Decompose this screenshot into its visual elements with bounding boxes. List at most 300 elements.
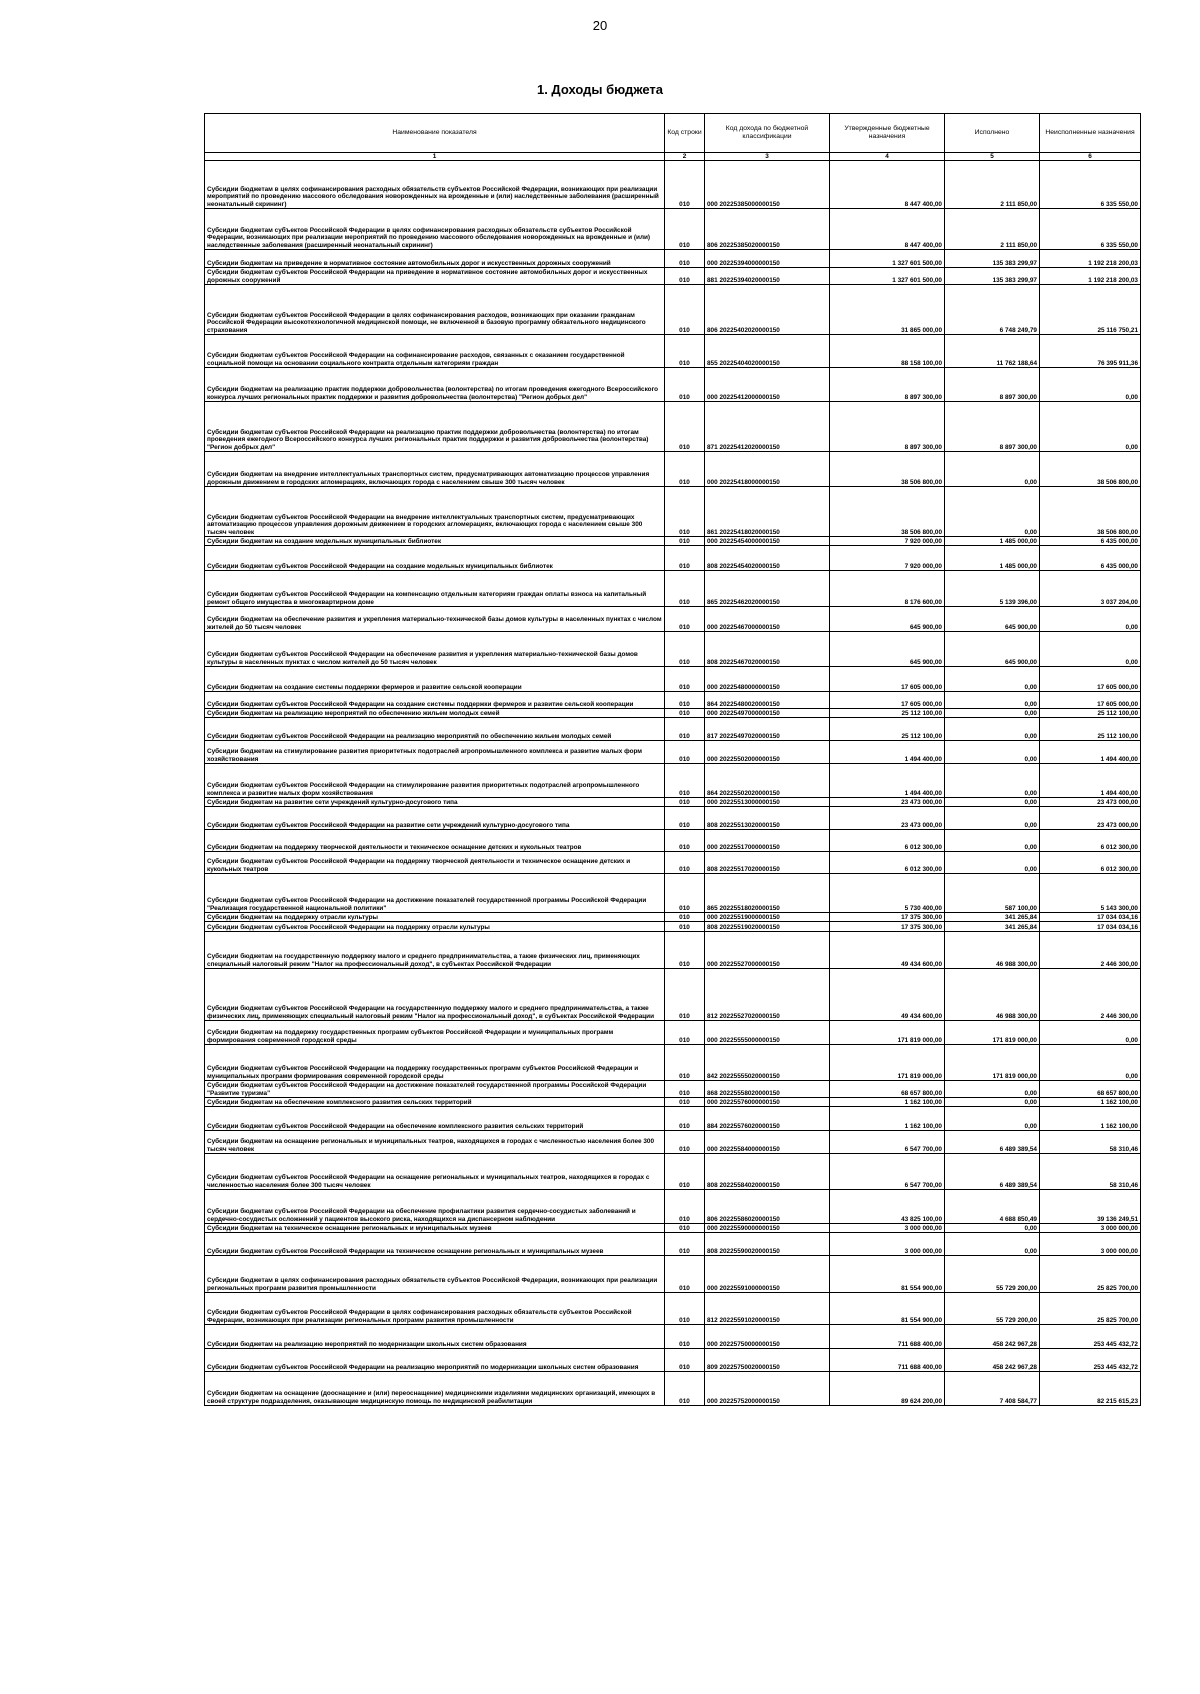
- indicator-name-cell: Субсидии бюджетам на внедрение интеллектуальных транспортных систем, предусматривающих автоматизацию процессов управления дорожным движением в городских агломерациях, включающих города с населением свыше 300 тысяч человек: [205, 452, 665, 487]
- income-code-cell: 000 20225590000000150: [705, 1224, 830, 1233]
- unexecuted-amount-cell: 0,00: [1040, 1021, 1141, 1045]
- table-row: [205, 1256, 1141, 1293]
- column-number: 1: [205, 153, 665, 161]
- indicator-name-cell: Субсидии бюджетам субъектов Российской Федерации на создание системы поддержки фермеров и развитие сельской кооперации: [205, 692, 665, 709]
- income-code-cell: 000 20225555000000150: [705, 1021, 830, 1045]
- row-code-cell: 010: [665, 852, 705, 874]
- indicator-name-cell: Субсидии бюджетам субъектов Российской Федерации в целях софинансирования расходных обязательств субъектов Российской Федерации, возникающих при реализации региональных программ развития промышленности: [205, 1293, 665, 1325]
- approved-amount-cell: 1 162 100,00: [830, 1107, 945, 1131]
- table-row: [205, 1372, 1141, 1406]
- unexecuted-amount-cell: 6 435 000,00: [1040, 546, 1141, 571]
- approved-amount-cell: 7 920 000,00: [830, 537, 945, 546]
- approved-amount-cell: 8 176 600,00: [830, 571, 945, 607]
- indicator-name-cell: Субсидии бюджетам субъектов Российской Федерации на реализацию мероприятий по модернизации школьных систем образования: [205, 1349, 665, 1372]
- column-number: 4: [830, 153, 945, 161]
- approved-amount-cell: 23 473 000,00: [830, 807, 945, 830]
- approved-amount-cell: 6 012 300,00: [830, 830, 945, 852]
- approved-amount-cell: 89 624 200,00: [830, 1372, 945, 1406]
- unexecuted-amount-cell: 3 000 000,00: [1040, 1224, 1141, 1233]
- unexecuted-amount-cell: 0,00: [1040, 1045, 1141, 1081]
- row-code-cell: 010: [665, 1131, 705, 1154]
- table-row: [205, 1224, 1141, 1233]
- unexecuted-amount-cell: 6 335 550,00: [1040, 209, 1141, 250]
- table-row: [205, 1293, 1141, 1325]
- executed-amount-cell: 1 485 000,00: [945, 537, 1040, 546]
- table-row: [205, 1190, 1141, 1224]
- indicator-name-cell: Субсидии бюджетам на создание модельных муниципальных библиотек: [205, 537, 665, 546]
- income-code-cell: 000 20225519000000150: [705, 913, 830, 922]
- approved-amount-cell: 3 000 000,00: [830, 1233, 945, 1256]
- unexecuted-amount-cell: 68 657 800,00: [1040, 1081, 1141, 1098]
- column-number: 6: [1040, 153, 1141, 161]
- column-header-name: Наименование показателя: [205, 114, 665, 153]
- indicator-name-cell: Субсидии бюджетам на оснащение (дооснащение и (или) переоснащение) медицинскими изделиями медицинских организаций, имеющих в своей структуре подразделения, оказывающие медицинскую помощь по медицинской реабилитации: [205, 1372, 665, 1406]
- executed-amount-cell: 0,00: [945, 807, 1040, 830]
- executed-amount-cell: 171 819 000,00: [945, 1045, 1040, 1081]
- row-code-cell: 010: [665, 718, 705, 741]
- indicator-name-cell: Субсидии бюджетам субъектов Российской Федерации на внедрение интеллектуальных транспортных систем, предусматривающих автоматизацию процессов управления дорожным движением в городских агломерациях, включающих города с населением свыше 300 тысяч человек: [205, 487, 665, 537]
- income-code-cell: 809 20225750020000150: [705, 1349, 830, 1372]
- executed-amount-cell: 0,00: [945, 764, 1040, 798]
- income-code-cell: 000 20225752000000150: [705, 1372, 830, 1406]
- unexecuted-amount-cell: 253 445 432,72: [1040, 1349, 1141, 1372]
- income-code-cell: 000 20225513000000150: [705, 798, 830, 807]
- indicator-name-cell: Субсидии бюджетам субъектов Российской Федерации на приведение в нормативное состояние автомобильных дорог и искусственных дорожных сооружений: [205, 268, 665, 285]
- income-code-cell: 808 20225513020000150: [705, 807, 830, 830]
- row-code-cell: 010: [665, 1190, 705, 1224]
- table-row: [205, 402, 1141, 452]
- approved-amount-cell: 17 375 300,00: [830, 913, 945, 922]
- table-row: [205, 807, 1141, 830]
- unexecuted-amount-cell: 6 335 550,00: [1040, 161, 1141, 209]
- approved-amount-cell: 31 865 000,00: [830, 285, 945, 335]
- indicator-name-cell: Субсидии бюджетам субъектов Российской Федерации на обеспечение комплексного развития сельских территорий: [205, 1107, 665, 1131]
- unexecuted-amount-cell: 1 494 400,00: [1040, 764, 1141, 798]
- executed-amount-cell: 341 265,84: [945, 922, 1040, 932]
- column-number: 3: [705, 153, 830, 161]
- approved-amount-cell: 81 554 900,00: [830, 1293, 945, 1325]
- indicator-name-cell: Субсидии бюджетам на поддержку отрасли культуры: [205, 913, 665, 922]
- row-code-cell: 010: [665, 932, 705, 969]
- executed-amount-cell: 5 139 396,00: [945, 571, 1040, 607]
- unexecuted-amount-cell: 25 112 100,00: [1040, 718, 1141, 741]
- column-number: 2: [665, 153, 705, 161]
- approved-amount-cell: 1 327 601 500,00: [830, 268, 945, 285]
- unexecuted-amount-cell: 1 162 100,00: [1040, 1098, 1141, 1107]
- executed-amount-cell: 458 242 967,28: [945, 1349, 1040, 1372]
- unexecuted-amount-cell: 25 825 700,00: [1040, 1256, 1141, 1293]
- column-header-executed: Исполнено: [945, 114, 1040, 153]
- approved-amount-cell: 8 447 400,00: [830, 209, 945, 250]
- indicator-name-cell: Субсидии бюджетам на техническое оснащение региональных и муниципальных музеев: [205, 1224, 665, 1233]
- executed-amount-cell: 171 819 000,00: [945, 1021, 1040, 1045]
- executed-amount-cell: 6 748 249,79: [945, 285, 1040, 335]
- approved-amount-cell: 171 819 000,00: [830, 1045, 945, 1081]
- table-row: [205, 285, 1141, 335]
- income-code-cell: 842 20225555020000150: [705, 1045, 830, 1081]
- unexecuted-amount-cell: 23 473 000,00: [1040, 807, 1141, 830]
- indicator-name-cell: Субсидии бюджетам субъектов Российской Федерации на реализацию практик поддержки добровольчества (волонтерства) по итогам проведения ежегодного Всероссийского конкурса лучших региональных практик поддержки и развития добровольчества (волонтерства) "Регион добрых дел": [205, 402, 665, 452]
- executed-amount-cell: 0,00: [945, 1107, 1040, 1131]
- executed-amount-cell: 0,00: [945, 852, 1040, 874]
- indicator-name-cell: Субсидии бюджетам на реализацию мероприятий по обеспечению жильем молодых семей: [205, 709, 665, 718]
- table-row: [205, 1081, 1141, 1098]
- executed-amount-cell: 0,00: [945, 452, 1040, 487]
- unexecuted-amount-cell: 17 605 000,00: [1040, 692, 1141, 709]
- indicator-name-cell: Субсидии бюджетам на развитие сети учреждений культурно-досугового типа: [205, 798, 665, 807]
- income-code-cell: 808 20225454020000150: [705, 546, 830, 571]
- indicator-name-cell: Субсидии бюджетам субъектов Российской Федерации на развитие сети учреждений культурно-досугового типа: [205, 807, 665, 830]
- income-code-cell: 808 20225467020000150: [705, 632, 830, 667]
- executed-amount-cell: 7 408 584,77: [945, 1372, 1040, 1406]
- unexecuted-amount-cell: 2 446 300,00: [1040, 969, 1141, 1021]
- income-code-cell: 000 20225480000000150: [705, 667, 830, 692]
- executed-amount-cell: 4 688 850,49: [945, 1190, 1040, 1224]
- income-code-cell: 000 20225385000000150: [705, 161, 830, 209]
- indicator-name-cell: Субсидии бюджетам субъектов Российской Федерации на поддержку отрасли культуры: [205, 922, 665, 932]
- approved-amount-cell: 171 819 000,00: [830, 1021, 945, 1045]
- income-code-cell: 806 20225586020000150: [705, 1190, 830, 1224]
- table-row: [205, 830, 1141, 852]
- table-row: [205, 874, 1141, 913]
- approved-amount-cell: 6 547 700,00: [830, 1154, 945, 1190]
- row-code-cell: 010: [665, 807, 705, 830]
- row-code-cell: 010: [665, 764, 705, 798]
- executed-amount-cell: 0,00: [945, 1224, 1040, 1233]
- row-code-cell: 010: [665, 1021, 705, 1045]
- executed-amount-cell: 6 489 389,54: [945, 1131, 1040, 1154]
- table-row: [205, 1349, 1141, 1372]
- income-code-cell: 865 20225462020000150: [705, 571, 830, 607]
- income-code-cell: 000 20225394000000150: [705, 250, 830, 268]
- row-code-cell: 010: [665, 969, 705, 1021]
- table-row: [205, 932, 1141, 969]
- executed-amount-cell: 0,00: [945, 798, 1040, 807]
- table-header-row: [205, 114, 1141, 153]
- executed-amount-cell: 1 485 000,00: [945, 546, 1040, 571]
- income-code-cell: 000 20225527000000150: [705, 932, 830, 969]
- unexecuted-amount-cell: 6 012 300,00: [1040, 852, 1141, 874]
- row-code-cell: 010: [665, 452, 705, 487]
- row-code-cell: 010: [665, 546, 705, 571]
- income-code-cell: 000 20225750000000150: [705, 1325, 830, 1349]
- approved-amount-cell: 6 012 300,00: [830, 852, 945, 874]
- indicator-name-cell: Субсидии бюджетам на поддержку творческой деятельности и техническое оснащение детских и кукольных театров: [205, 830, 665, 852]
- table-row: [205, 607, 1141, 632]
- row-code-cell: 010: [665, 874, 705, 913]
- executed-amount-cell: 0,00: [945, 741, 1040, 764]
- executed-amount-cell: 645 900,00: [945, 607, 1040, 632]
- row-code-cell: 010: [665, 913, 705, 922]
- income-code-cell: 864 20225480020000150: [705, 692, 830, 709]
- executed-amount-cell: 0,00: [945, 830, 1040, 852]
- table-row: [205, 161, 1141, 209]
- row-code-cell: 010: [665, 741, 705, 764]
- table-row: [205, 969, 1141, 1021]
- executed-amount-cell: 0,00: [945, 487, 1040, 537]
- row-code-cell: 010: [665, 692, 705, 709]
- indicator-name-cell: Субсидии бюджетам на поддержку государственных программ субъектов Российской Федерации и муниципальных программ формирования современной городской среды: [205, 1021, 665, 1045]
- row-code-cell: 010: [665, 1349, 705, 1372]
- table-row: [205, 537, 1141, 546]
- column-number-row: [205, 153, 1141, 161]
- indicator-name-cell: Субсидии бюджетам на оснащение региональных и муниципальных театров, находящихся в городах с численностью населения более 300 тысяч человек: [205, 1131, 665, 1154]
- unexecuted-amount-cell: 38 506 800,00: [1040, 487, 1141, 537]
- unexecuted-amount-cell: 1 162 100,00: [1040, 1107, 1141, 1131]
- executed-amount-cell: 135 383 299,97: [945, 268, 1040, 285]
- row-code-cell: 010: [665, 1372, 705, 1406]
- approved-amount-cell: 6 547 700,00: [830, 1131, 945, 1154]
- table-row: [205, 718, 1141, 741]
- unexecuted-amount-cell: 1 494 400,00: [1040, 741, 1141, 764]
- table-row: [205, 335, 1141, 368]
- approved-amount-cell: 81 554 900,00: [830, 1256, 945, 1293]
- income-code-cell: 000 20225467000000150: [705, 607, 830, 632]
- income-code-cell: 000 20225591000000150: [705, 1256, 830, 1293]
- unexecuted-amount-cell: 38 506 800,00: [1040, 452, 1141, 487]
- income-code-cell: 817 20225497020000150: [705, 718, 830, 741]
- approved-amount-cell: 8 447 400,00: [830, 161, 945, 209]
- table-row: [205, 692, 1141, 709]
- table-row: [205, 209, 1141, 250]
- unexecuted-amount-cell: 58 310,46: [1040, 1131, 1141, 1154]
- indicator-name-cell: Субсидии бюджетам субъектов Российской Федерации на обеспечение профилактики развития сердечно-сосудистых заболеваний и сердечно-сосудистых осложнений у пациентов высокого риска, находящихся на диспансерном наблюдении: [205, 1190, 665, 1224]
- row-code-cell: 010: [665, 1233, 705, 1256]
- unexecuted-amount-cell: 25 116 750,21: [1040, 285, 1141, 335]
- row-code-cell: 010: [665, 1154, 705, 1190]
- executed-amount-cell: 135 383 299,97: [945, 250, 1040, 268]
- approved-amount-cell: 1 494 400,00: [830, 741, 945, 764]
- row-code-cell: 010: [665, 922, 705, 932]
- table-row: [205, 1021, 1141, 1045]
- indicator-name-cell: Субсидии бюджетам субъектов Российской Федерации на стимулирование развития приоритетных подотраслей агропромышленного комплекса и развитие малых форм хозяйствования: [205, 764, 665, 798]
- unexecuted-amount-cell: 2 446 300,00: [1040, 932, 1141, 969]
- income-code-cell: 000 20225412000000150: [705, 368, 830, 402]
- approved-amount-cell: 38 506 800,00: [830, 452, 945, 487]
- unexecuted-amount-cell: 82 215 615,23: [1040, 1372, 1141, 1406]
- executed-amount-cell: 2 111 850,00: [945, 161, 1040, 209]
- row-code-cell: 010: [665, 209, 705, 250]
- table-row: [205, 764, 1141, 798]
- indicator-name-cell: Субсидии бюджетам на обеспечение развития и укрепления материально-технической базы домов культуры в населенных пунктах с числом жителей до 50 тысяч человек: [205, 607, 665, 632]
- table-row: [205, 667, 1141, 692]
- approved-amount-cell: 49 434 600,00: [830, 969, 945, 1021]
- indicator-name-cell: Субсидии бюджетам в целях софинансирования расходных обязательств субъектов Российской Федерации, возникающих при реализации мероприятий по проведению массового обследования новорожденных на врожденные и (или) наследственные заболевания (расширенный неонатальный скрининг): [205, 161, 665, 209]
- approved-amount-cell: 3 000 000,00: [830, 1224, 945, 1233]
- indicator-name-cell: Субсидии бюджетам в целях софинансирования расходных обязательств субъектов Российской Федерации, возникающих при реализации региональных программ развития промышленности: [205, 1256, 665, 1293]
- approved-amount-cell: 23 473 000,00: [830, 798, 945, 807]
- unexecuted-amount-cell: 0,00: [1040, 607, 1141, 632]
- income-code-cell: 806 20225385020000150: [705, 209, 830, 250]
- income-code-cell: 806 20225402020000150: [705, 285, 830, 335]
- executed-amount-cell: 0,00: [945, 667, 1040, 692]
- unexecuted-amount-cell: 3 000 000,00: [1040, 1233, 1141, 1256]
- table-row: [205, 546, 1141, 571]
- row-code-cell: 010: [665, 798, 705, 807]
- table-row: [205, 1107, 1141, 1131]
- table-row: [205, 852, 1141, 874]
- row-code-cell: 010: [665, 1045, 705, 1081]
- table-row: [205, 452, 1141, 487]
- approved-amount-cell: 1 494 400,00: [830, 764, 945, 798]
- executed-amount-cell: 46 988 300,00: [945, 932, 1040, 969]
- approved-amount-cell: 17 605 000,00: [830, 667, 945, 692]
- column-number: 5: [945, 153, 1040, 161]
- income-code-cell: 861 20225418020000150: [705, 487, 830, 537]
- table-row: [205, 368, 1141, 402]
- indicator-name-cell: Субсидии бюджетам на реализацию практик поддержки добровольчества (волонтерства) по итогам проведения ежегодного Всероссийского конкурса лучших региональных практик поддержки и развития добровольчества (волонтерства) "Регион добрых дел": [205, 368, 665, 402]
- income-code-cell: 855 20225404020000150: [705, 335, 830, 368]
- table-body: [205, 161, 1141, 1406]
- income-code-cell: 000 20225497000000150: [705, 709, 830, 718]
- unexecuted-amount-cell: 25 112 100,00: [1040, 709, 1141, 718]
- approved-amount-cell: 711 688 400,00: [830, 1349, 945, 1372]
- table-row: [205, 709, 1141, 718]
- row-code-cell: 010: [665, 709, 705, 718]
- approved-amount-cell: 5 730 400,00: [830, 874, 945, 913]
- row-code-cell: 010: [665, 830, 705, 852]
- unexecuted-amount-cell: 0,00: [1040, 402, 1141, 452]
- approved-amount-cell: 25 112 100,00: [830, 709, 945, 718]
- row-code-cell: 010: [665, 161, 705, 209]
- indicator-name-cell: Субсидии бюджетам субъектов Российской Федерации на обеспечение развития и укрепления материально-технической базы домов культуры в населенных пунктах с числом жителей до 50 тысяч человек: [205, 632, 665, 667]
- unexecuted-amount-cell: 17 605 000,00: [1040, 667, 1141, 692]
- row-code-cell: 010: [665, 1256, 705, 1293]
- income-code-cell: 808 20225517020000150: [705, 852, 830, 874]
- income-code-cell: 000 20225502000000150: [705, 741, 830, 764]
- approved-amount-cell: 38 506 800,00: [830, 487, 945, 537]
- unexecuted-amount-cell: 0,00: [1040, 368, 1141, 402]
- approved-amount-cell: 645 900,00: [830, 632, 945, 667]
- executed-amount-cell: 341 265,84: [945, 913, 1040, 922]
- row-code-cell: 010: [665, 368, 705, 402]
- income-code-cell: 000 20225584000000150: [705, 1131, 830, 1154]
- executed-amount-cell: 2 111 850,00: [945, 209, 1040, 250]
- unexecuted-amount-cell: 39 136 249,51: [1040, 1190, 1141, 1224]
- income-code-cell: 812 20225591020000150: [705, 1293, 830, 1325]
- approved-amount-cell: 68 657 800,00: [830, 1081, 945, 1098]
- column-header-unexecuted: Неисполненные назначения: [1040, 114, 1141, 153]
- column-header-approved: Утвержденные бюджетные назначения: [830, 114, 945, 153]
- indicator-name-cell: Субсидии бюджетам на стимулирование развития приоритетных подотраслей агропромышленного комплекса и развитие малых форм хозяйствования: [205, 741, 665, 764]
- executed-amount-cell: 0,00: [945, 1081, 1040, 1098]
- income-code-cell: 000 20225418000000150: [705, 452, 830, 487]
- column-header-row-code: Код строки: [665, 114, 705, 153]
- indicator-name-cell: Субсидии бюджетам субъектов Российской Федерации на компенсацию отдельным категориям граждан оплаты взноса на капитальный ремонт общего имущества в многоквартирном доме: [205, 571, 665, 607]
- executed-amount-cell: 6 489 389,54: [945, 1154, 1040, 1190]
- unexecuted-amount-cell: 1 192 218 200,03: [1040, 250, 1141, 268]
- table-row: [205, 571, 1141, 607]
- income-code-cell: 871 20225412020000150: [705, 402, 830, 452]
- table-row: [205, 922, 1141, 932]
- row-code-cell: 010: [665, 632, 705, 667]
- row-code-cell: 010: [665, 571, 705, 607]
- indicator-name-cell: Субсидии бюджетам субъектов Российской Федерации на техническое оснащение региональных и муниципальных музеев: [205, 1233, 665, 1256]
- table-row: [205, 487, 1141, 537]
- executed-amount-cell: 458 242 967,28: [945, 1325, 1040, 1349]
- table-row: [205, 268, 1141, 285]
- unexecuted-amount-cell: 17 034 034,16: [1040, 922, 1141, 932]
- page-number: 20: [592, 18, 608, 33]
- table-row: [205, 1233, 1141, 1256]
- approved-amount-cell: 645 900,00: [830, 607, 945, 632]
- income-code-cell: 884 20225576020000150: [705, 1107, 830, 1131]
- unexecuted-amount-cell: 58 310,46: [1040, 1154, 1141, 1190]
- indicator-name-cell: Субсидии бюджетам субъектов Российской Федерации на поддержку государственных программ субъектов Российской Федерации и муниципальных программ формирования современной городской среды: [205, 1045, 665, 1081]
- approved-amount-cell: 8 897 300,00: [830, 368, 945, 402]
- indicator-name-cell: Субсидии бюджетам субъектов Российской Федерации на достижение показателей государственной программы Российской Федерации "Развитие туризма": [205, 1081, 665, 1098]
- table-row: [205, 1098, 1141, 1107]
- unexecuted-amount-cell: 25 825 700,00: [1040, 1293, 1141, 1325]
- table-row: [205, 913, 1141, 922]
- unexecuted-amount-cell: 0,00: [1040, 632, 1141, 667]
- approved-amount-cell: 88 158 100,00: [830, 335, 945, 368]
- unexecuted-amount-cell: 23 473 000,00: [1040, 798, 1141, 807]
- income-code-cell: 000 20225454000000150: [705, 537, 830, 546]
- income-code-cell: 865 20225518020000150: [705, 874, 830, 913]
- executed-amount-cell: 645 900,00: [945, 632, 1040, 667]
- row-code-cell: 010: [665, 285, 705, 335]
- row-code-cell: 010: [665, 537, 705, 546]
- indicator-name-cell: Субсидии бюджетам субъектов Российской Федерации на реализацию мероприятий по обеспечению жильем молодых семей: [205, 718, 665, 741]
- indicator-name-cell: Субсидии бюджетам субъектов Российской Федерации на поддержку творческой деятельности и техническое оснащение детских и кукольных театров: [205, 852, 665, 874]
- income-code-cell: 864 20225502020000150: [705, 764, 830, 798]
- approved-amount-cell: 17 605 000,00: [830, 692, 945, 709]
- indicator-name-cell: Субсидии бюджетам субъектов Российской Федерации на создание модельных муниципальных библиотек: [205, 546, 665, 571]
- unexecuted-amount-cell: 5 143 300,00: [1040, 874, 1141, 913]
- executed-amount-cell: 55 729 200,00: [945, 1293, 1040, 1325]
- income-code-cell: 000 20225517000000150: [705, 830, 830, 852]
- executed-amount-cell: 0,00: [945, 709, 1040, 718]
- indicator-name-cell: Субсидии бюджетам субъектов Российской Федерации на достижение показателей государственной программы Российской Федерации "Реализация государственной национальной политики": [205, 874, 665, 913]
- indicator-name-cell: Субсидии бюджетам субъектов Российской Федерации на оснащение региональных и муниципальных театров, находящихся в городах с численностью населения более 300 тысяч человек: [205, 1154, 665, 1190]
- unexecuted-amount-cell: 76 395 911,36: [1040, 335, 1141, 368]
- executed-amount-cell: 11 762 188,64: [945, 335, 1040, 368]
- table-row: [205, 1131, 1141, 1154]
- document-title: 1. Доходы бюджета: [536, 82, 664, 97]
- indicator-name-cell: Субсидии бюджетам субъектов Российской Федерации на государственную поддержку малого и среднего предпринимательства, а также физических лиц, применяющих специальный налоговый режим "Налог на профессиональный доход", в субъектах Российской Федерации: [205, 969, 665, 1021]
- column-header-income-code: Код дохода по бюджетной классификации: [705, 114, 830, 153]
- row-code-cell: 010: [665, 1098, 705, 1107]
- income-code-cell: 881 20225394020000150: [705, 268, 830, 285]
- executed-amount-cell: 0,00: [945, 718, 1040, 741]
- executed-amount-cell: 8 897 300,00: [945, 402, 1040, 452]
- table-row: [205, 250, 1141, 268]
- budget-revenue-table: [204, 113, 1141, 1406]
- executed-amount-cell: 0,00: [945, 1233, 1040, 1256]
- executed-amount-cell: 8 897 300,00: [945, 368, 1040, 402]
- row-code-cell: 010: [665, 487, 705, 537]
- unexecuted-amount-cell: 1 192 218 200,03: [1040, 268, 1141, 285]
- unexecuted-amount-cell: 6 435 000,00: [1040, 537, 1141, 546]
- executed-amount-cell: 0,00: [945, 692, 1040, 709]
- row-code-cell: 010: [665, 335, 705, 368]
- indicator-name-cell: Субсидии бюджетам на государственную поддержку малого и среднего предпринимательства, а также физических лиц, применяющих специальный налоговый режим "Налог на профессиональный доход", в субъектах Российской Федерации: [205, 932, 665, 969]
- indicator-name-cell: Субсидии бюджетам на обеспечение комплексного развития сельских территорий: [205, 1098, 665, 1107]
- income-code-cell: 808 20225584020000150: [705, 1154, 830, 1190]
- row-code-cell: 010: [665, 1107, 705, 1131]
- unexecuted-amount-cell: 253 445 432,72: [1040, 1325, 1141, 1349]
- unexecuted-amount-cell: 17 034 034,16: [1040, 913, 1141, 922]
- income-code-cell: 808 20225590020000150: [705, 1233, 830, 1256]
- row-code-cell: 010: [665, 607, 705, 632]
- table-row: [205, 798, 1141, 807]
- row-code-cell: 010: [665, 1293, 705, 1325]
- approved-amount-cell: 1 162 100,00: [830, 1098, 945, 1107]
- income-code-cell: 808 20225519020000150: [705, 922, 830, 932]
- table-row: [205, 1045, 1141, 1081]
- approved-amount-cell: 25 112 100,00: [830, 718, 945, 741]
